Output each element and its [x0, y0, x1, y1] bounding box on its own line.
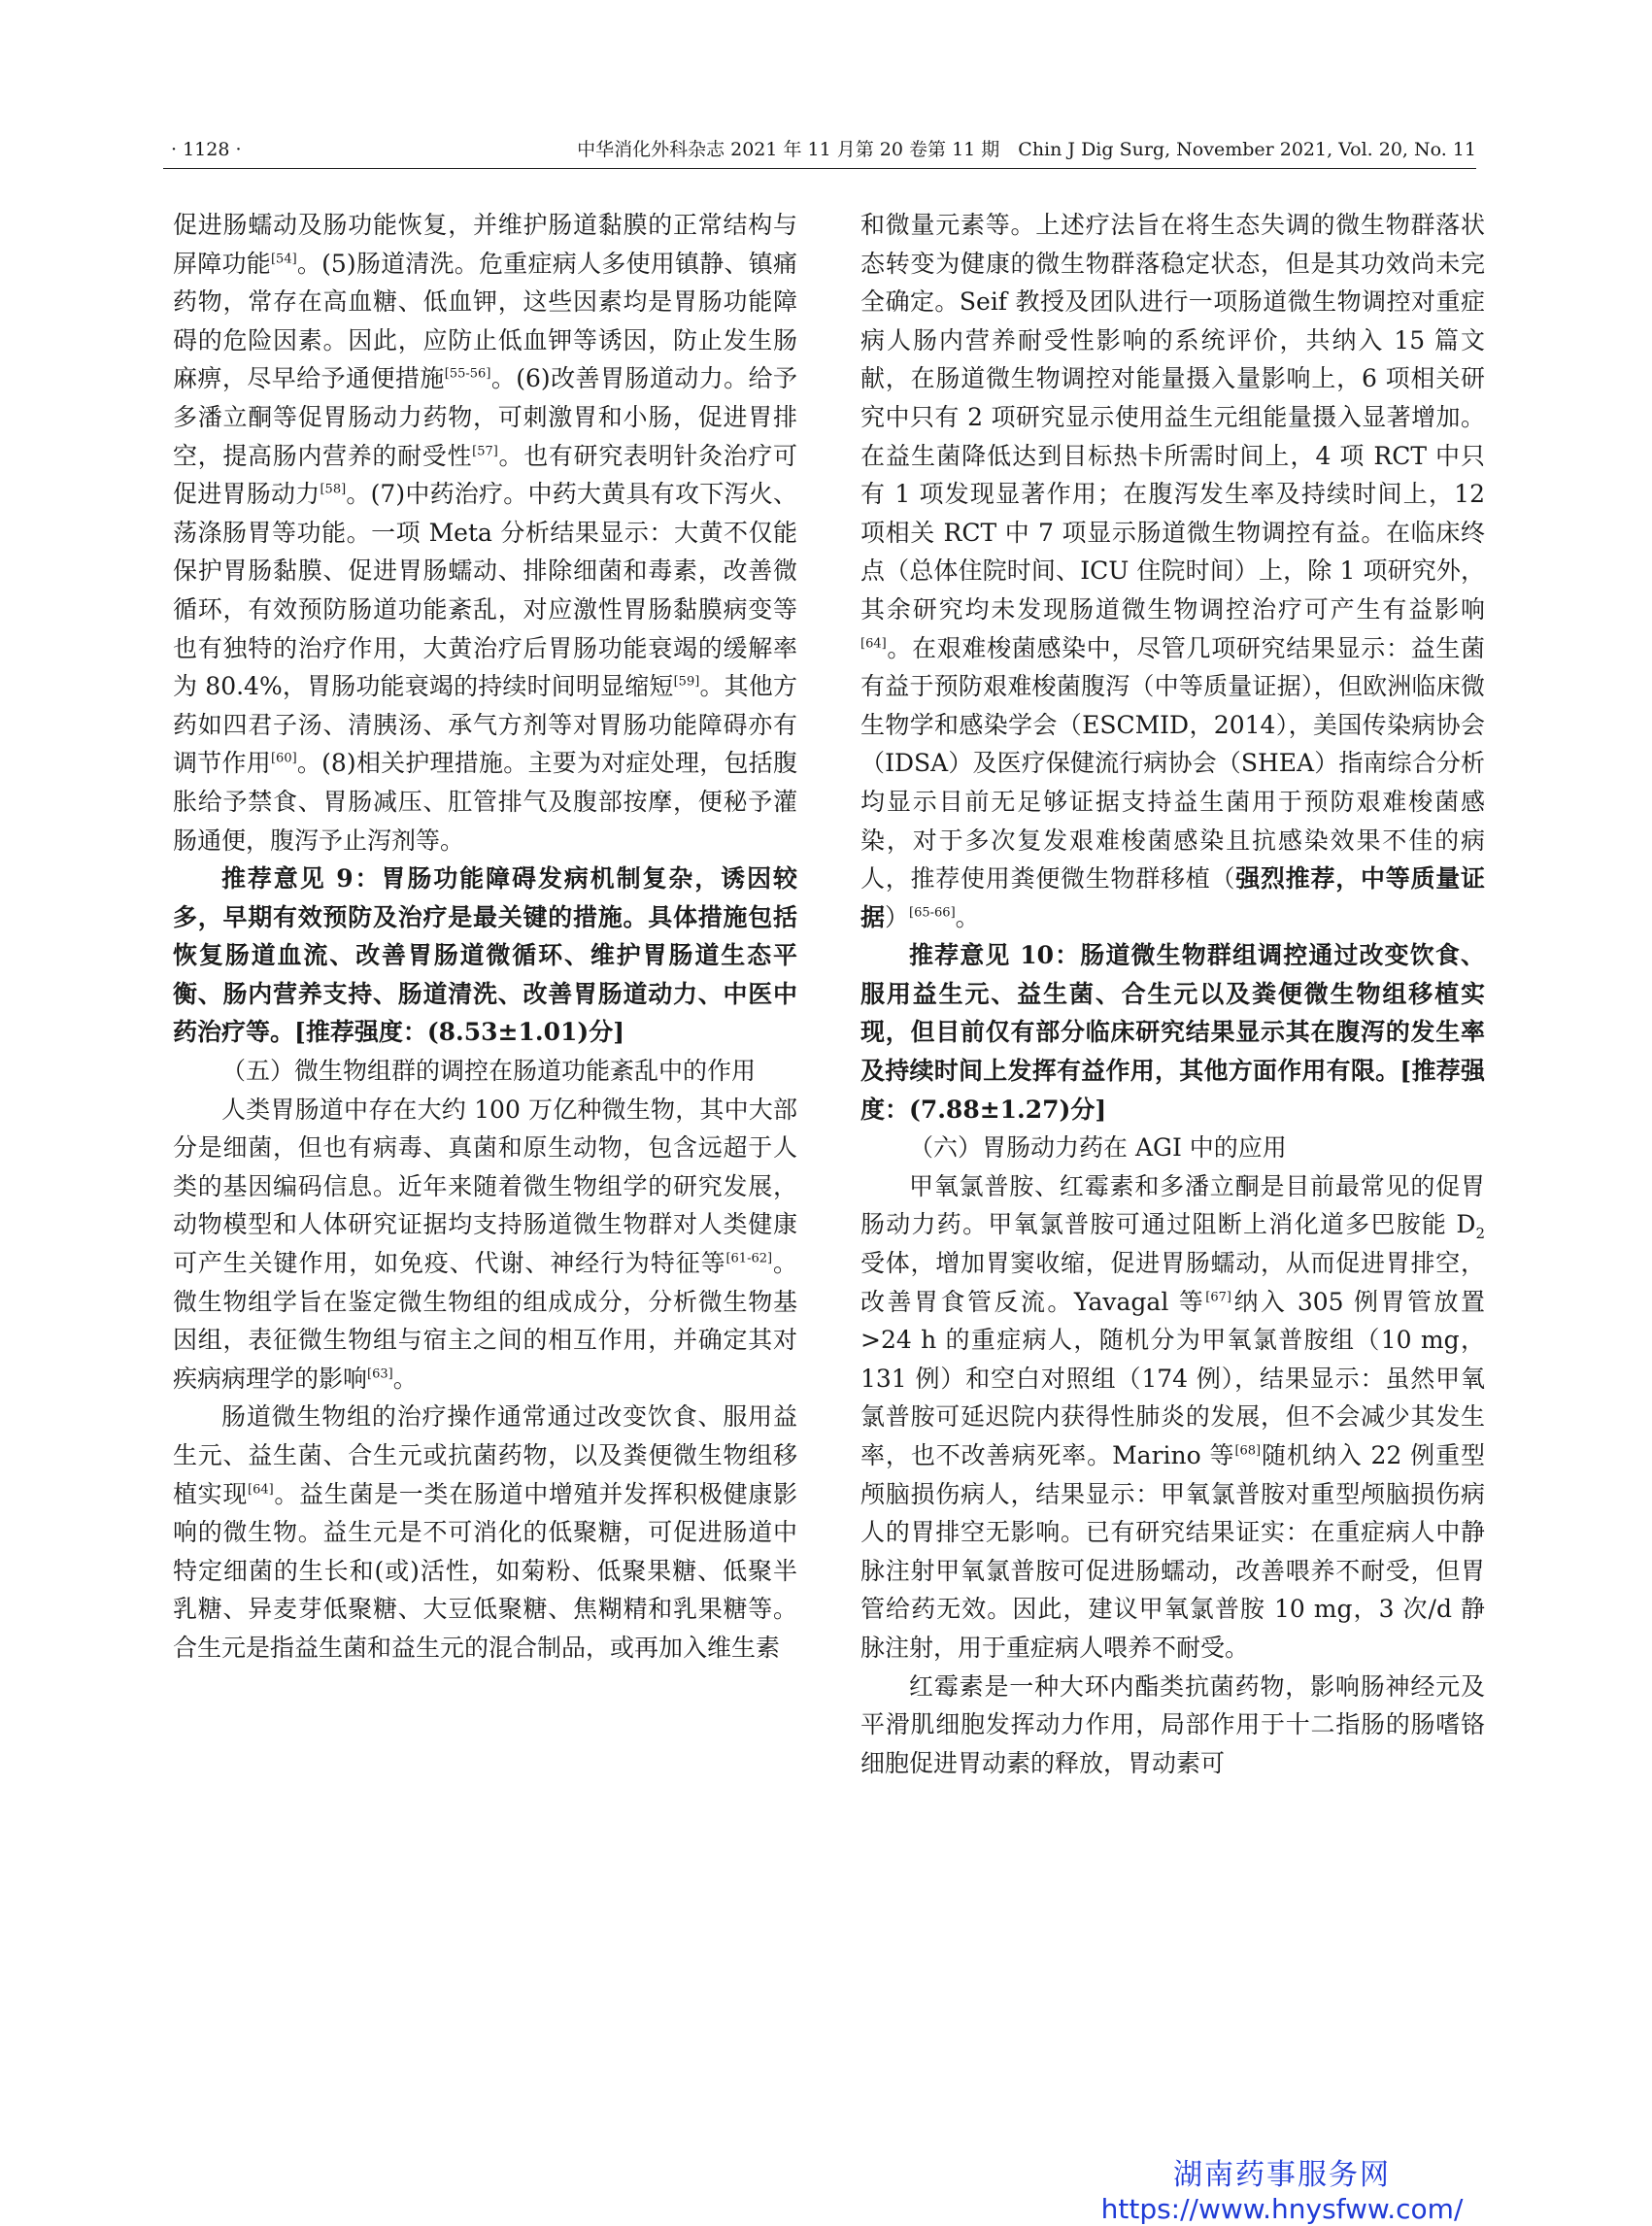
citation-ref[interactable]: [64]: [248, 1482, 274, 1498]
watermark-name: 湖南药事服务网: [1173, 2158, 1391, 2192]
body-paragraph: 甲氧氯普胺、红霉素和多潘立酮是目前最常见的促胃肠动力药。甲氧氯普胺可通过阻断上消化道多巴胺能 $D_2$ 受体，增加胃窦收缩，促进胃肠蠕动，从而促进胃排空，改善胃食管反流。Yavagal 等[67]纳入 305 例胃管放置>24 h 的重症病人，随机分为甲氧氯普胺组（10 mg，131 例）和空白对照组（174 例），结果显示：虽然甲氧氯普胺可延迟院内获得性肺炎的发展，但不会减少其发生率，也不改善病死率。Marino 等[68]随机纳入 22 例重型颅脑损伤病人，结果显示：甲氧氯普胺对重型颅脑损伤病人的胃排空无影响。已有研究结果证实：在重症病人中静脉注射甲氧氯普胺可促进肠蠕动，改善喂养不耐受，但胃管给药无效。因此，建议甲氧氯普胺 10 mg，3 次/d 静脉注射，用于重症病人喂养不耐受。: [860, 1171, 1485, 1662]
citation-ref[interactable]: [57]: [472, 444, 498, 459]
left-column: [173, 206, 797, 1668]
body-paragraph: 人类胃肠道中存在大约 100 万亿种微生物，其中大部分是细菌，但也有病毒、真菌和原生动物，包含远超于人类的基因编码信息。近年来随着微生物组学的研究发展，动物模型和人体研究证据均支持肠道微生物群对人类健康可产生关键作用，如免疫、代谢、神经行为特征等[61-62]。微生物组学旨在鉴定微生物组的组成成分，分析微生物基因组，表征微生物组与宿主之间的相互作用，并确定其对疾病病理学的影响[63]。: [173, 1095, 797, 1393]
watermark: [1078, 2158, 1486, 2226]
page-number: · 1128 ·: [171, 139, 242, 160]
citation-ref[interactable]: [64]: [860, 636, 887, 652]
running-header: [163, 134, 1476, 165]
citation-ref[interactable]: [61-62]: [725, 1251, 773, 1266]
citation-ref[interactable]: [60]: [270, 751, 297, 766]
citation-ref[interactable]: [55-56]: [444, 367, 491, 383]
citation-ref[interactable]: [58]: [320, 482, 347, 497]
header-rule: [163, 168, 1476, 169]
section-heading-6: （六）胃肠动力药在 AGI 中的应用: [909, 1133, 1287, 1163]
citation-ref[interactable]: [65-66]: [909, 905, 956, 921]
citation-ref[interactable]: [54]: [270, 252, 297, 267]
citation-ref[interactable]: [63]: [367, 1366, 393, 1382]
citation-ref[interactable]: [67]: [1205, 1290, 1231, 1305]
evidence-grade: 强烈推荐，中等质量证据: [860, 864, 1485, 931]
section-heading-5: （五）微生物组群的调控在肠道功能紊乱中的作用: [221, 1057, 757, 1086]
body-paragraph: 肠道微生物组的治疗操作通常通过改变饮食、服用益生元、益生菌、合生元或抗菌药物，以及粪便微生物组移植实现[64]。益生菌是一类在肠道中增殖并发挥积极健康影响的微生物。益生元是不可消化的低聚糖，可促进肠道中特定细菌的生长和(或)活性，如菊粉、低聚果糖、低聚半乳糖、异麦芽低聚糖、大豆低聚糖、焦糊精和乳果糖等。合生元是指益生菌和益生元的混合制品，或再加入维生素: [173, 1402, 797, 1662]
recommendation-9: 推荐意见 9：胃肠功能障碍发病机制复杂，诱因较多，早期有效预防及治疗是最关键的措施。具体措施包括恢复肠道血流、改善胃肠道微循环、维护胃肠道生态平衡、肠内营养支持、肠道清洗、改善胃肠道动力、中医中药治疗等。[推荐强度：(8.53±1.01)分]: [173, 864, 797, 1047]
body-paragraph: 促进肠蠕动及肠功能恢复，并维护肠道黏膜的正常结构与屏障功能[54]。(5)肠道清洗。危重症病人多使用镇静、镇痛药物，常存在高血糖、低血钾，这些因素均是胃肠功能障碍的危险因素。因此，应防止低血钾等诱因，防止发生肠麻痹，尽早给予通便措施[55-56]。(6)改善胃肠道动力。给予多潘立酮等促胃肠动力药物，可刺激胃和小肠，促进胃排空，提高肠内营养的耐受性[57]。也有研究表明针灸治疗可促进胃肠动力[58]。(7)中药治疗。中药大黄具有攻下泻火、荡涤肠胃等功能。一项 Meta 分析结果显示：大黄不仅能保护胃肠黏膜、促进胃肠蠕动、排除细菌和毒素，改善微循环，有效预防肠道功能紊乱，对应激性胃肠黏膜病变等也有独特的治疗作用，大黄治疗后胃肠功能衰竭的缓解率为 80.4%，胃肠功能衰竭的持续时间明显缩短[59]。其他方药如四君子汤、清胰汤、承气方剂等对胃肠功能障碍亦有调节作用[60]。(8)相关护理措施。主要为对症处理，包括腹胀给予禁食、胃肠减压、肛管排气及腹部按摩，便秘予灌肠通便，腹泻予止泻剂等。: [173, 211, 797, 855]
citation-ref[interactable]: [59]: [673, 674, 700, 690]
citation-ref[interactable]: [68]: [1234, 1443, 1262, 1459]
right-column: [860, 206, 1485, 1782]
watermark-url[interactable]: https://www.hnysfww.com/: [1100, 2193, 1464, 2225]
journal-citation: 中华消化外科杂志 2021 年 11 月第 20 卷第 11 期 Chin J Dig Surg, November 2021, Vol. 20, No. 11: [577, 139, 1476, 160]
recommendation-10: 推荐意见 10：肠道微生物群组调控通过改变饮食、服用益生元、益生菌、合生元以及粪便微生物组移植实现，但目前仅有部分临床研究结果显示其在腹泻的发生率及持续时间上发挥有益作用，其他方面作用有限。[推荐强度：(7.88±1.27)分]: [860, 941, 1485, 1124]
body-paragraph: 红霉素是一种大环内酯类抗菌药物，影响肠神经元及平滑肌细胞发挥动力作用，局部作用于十二指肠的肠嗜铬细胞促进胃动素的释放，胃动素可: [860, 1671, 1485, 1777]
subscript: 2: [1475, 1225, 1485, 1243]
body-paragraph: 和微量元素等。上述疗法旨在将生态失调的微生物群落状态转变为健康的微生物群落稳定状态，但是其功效尚未完全确定。Seif 教授及团队进行一项肠道微生物调控对重症病人肠内营养耐受性影响的系统评价，共纳入 15 篇文献，在肠道微生物调控对能量摄入量影响上，6 项相关研究中只有 2 项研究显示使用益生元组能量摄入显著增加。在益生菌降低达到目标热卡所需时间上，4 项 RCT 中只有 1 项发现显著作用；在腹泻发生率及持续时间上，12 项相关 RCT 中 7 项显示肠道微生物调控有益。在临床终点（总体住院时间、ICU 住院时间）上，除 1 项研究外，其余研究均未发现肠道微生物调控治疗可产生有益影响[64]。在艰难梭菌感染中，尽管几项研究结果显示：益生菌有益于预防艰难梭菌腹泻（中等质量证据），但欧洲临床微生物学和感染学会（ESCMID，2014），美国传染病协会（IDSA）及医疗保健流行病协会（SHEA）指南综合分析均显示目前无足够证据支持益生菌用于预防艰难梭菌感染，对于多次复发艰难梭菌感染且抗感染效果不佳的病人，推荐使用粪便微生物群移植（强烈推荐，中等质量证据）[65-66]。: [860, 211, 1485, 931]
